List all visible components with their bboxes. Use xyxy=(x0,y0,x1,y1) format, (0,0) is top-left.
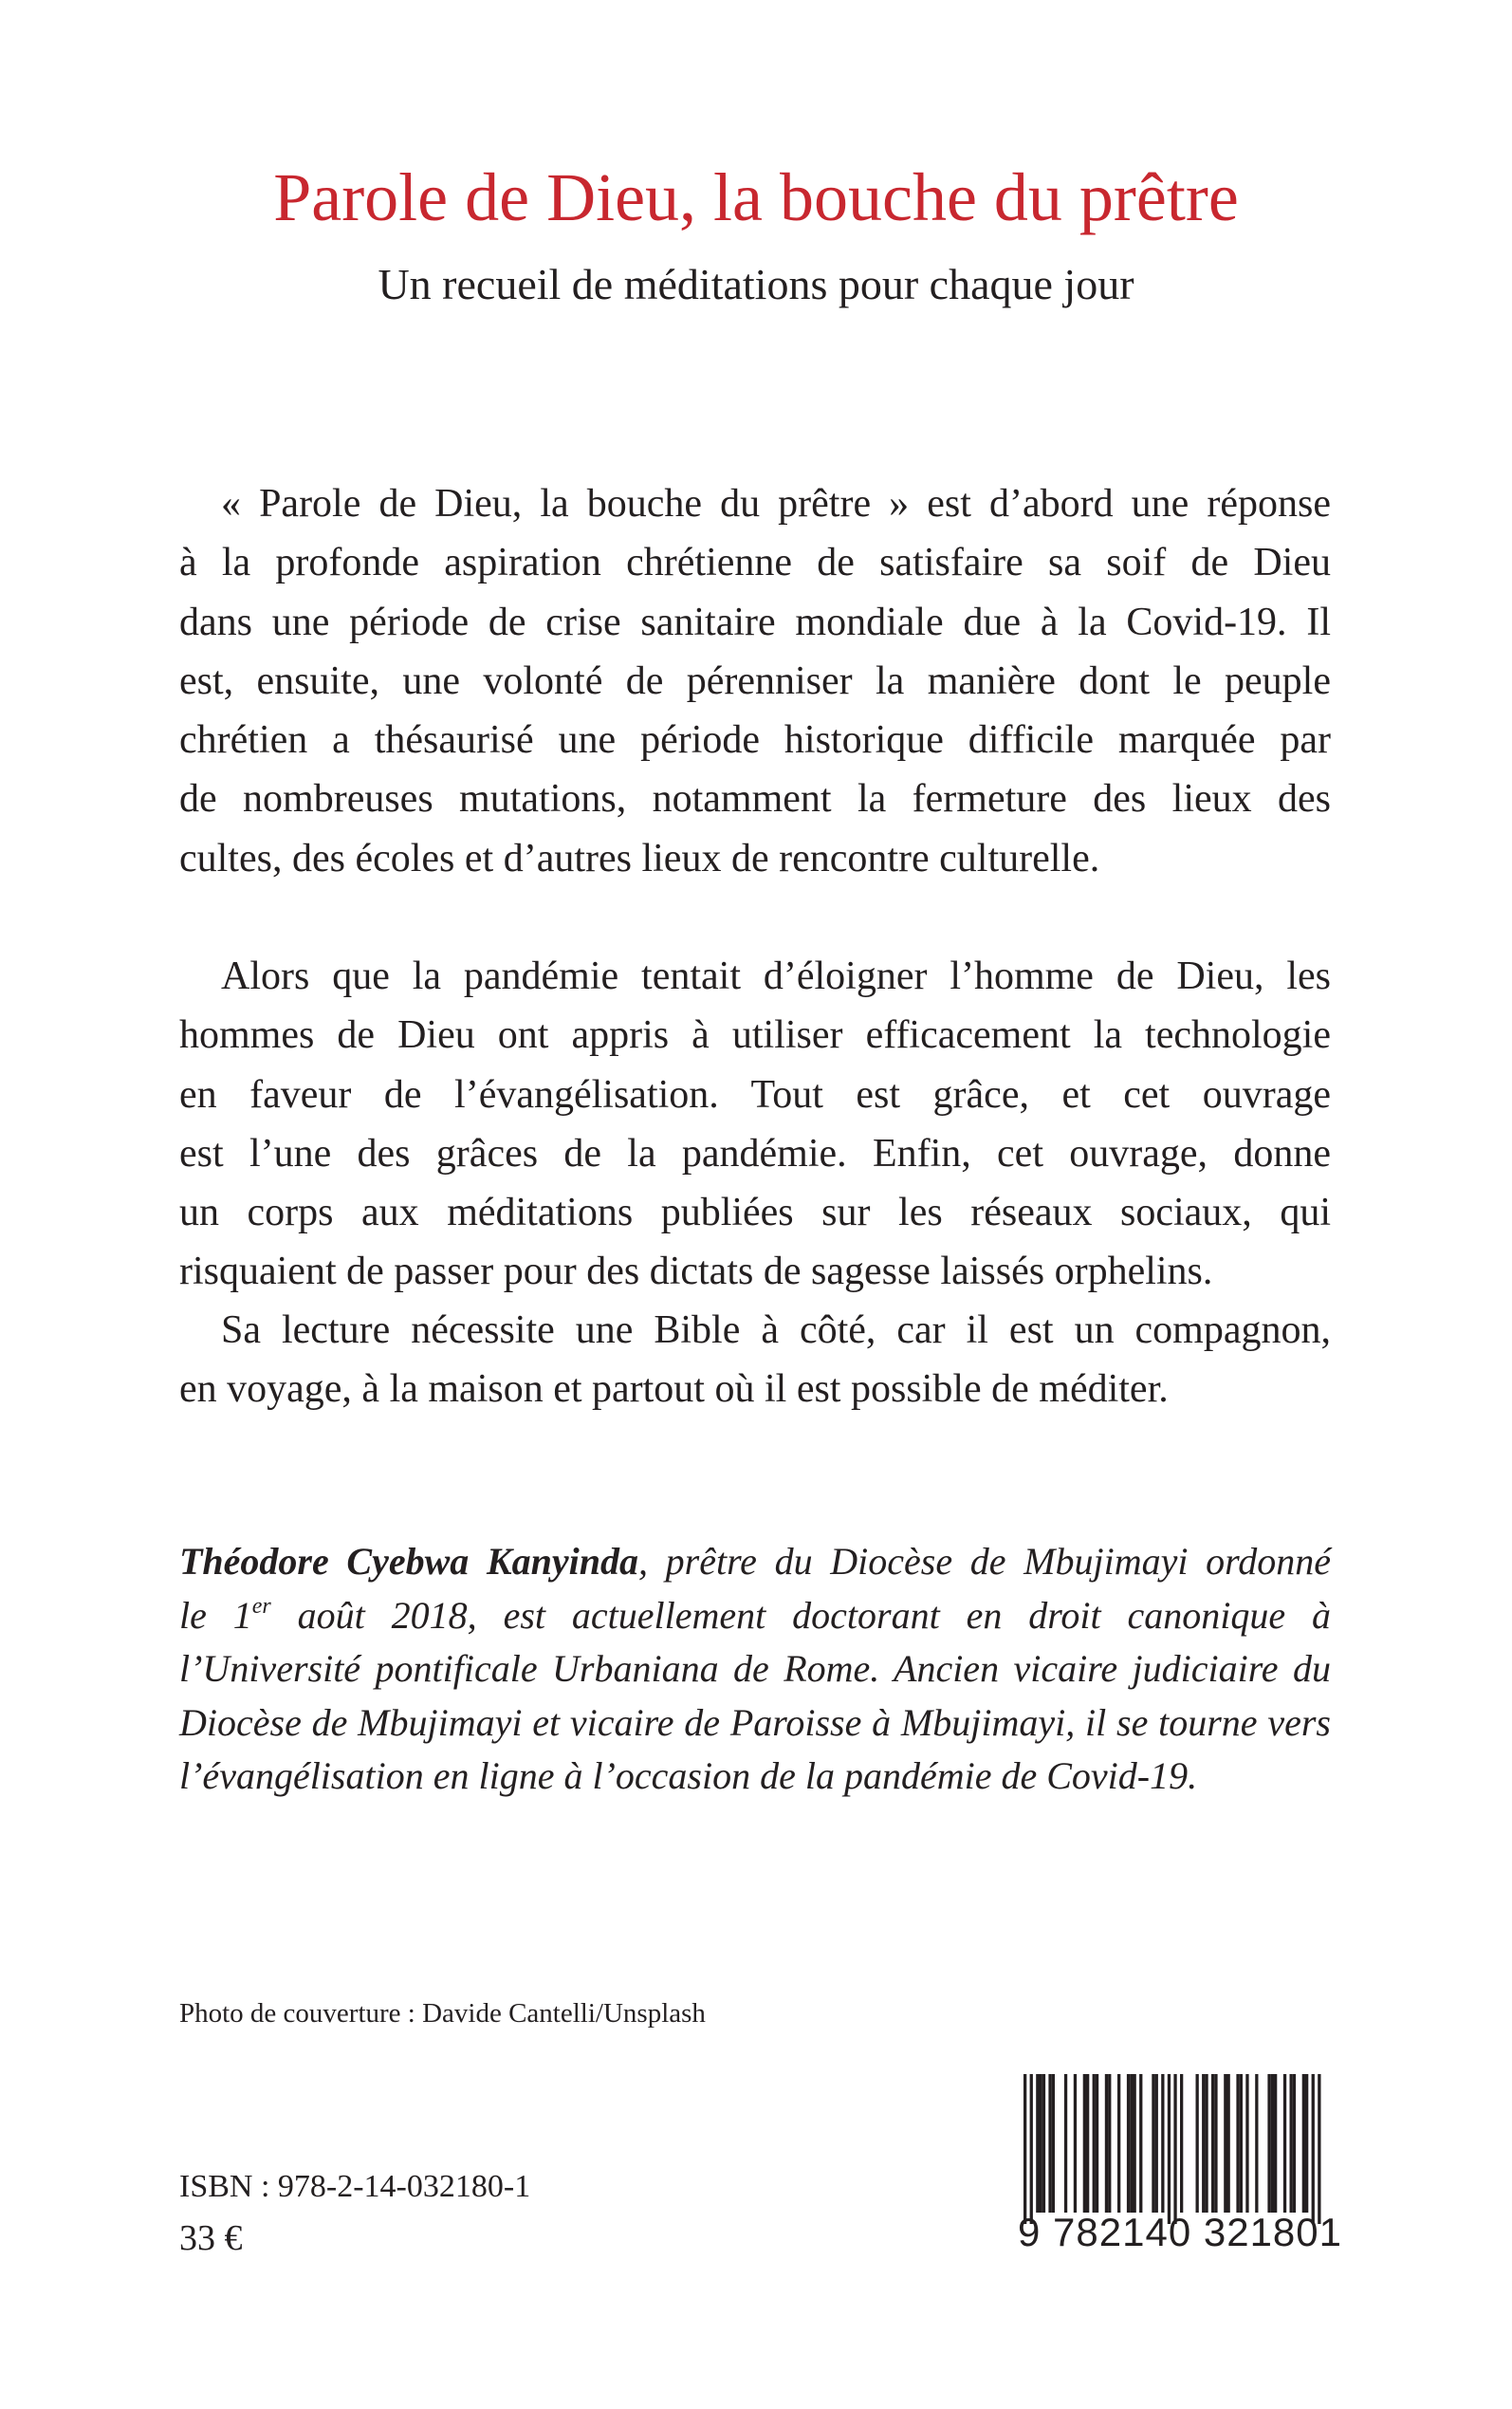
barcode-bar xyxy=(1245,2074,1248,2213)
barcode xyxy=(1010,2068,1342,2264)
barcode-bar xyxy=(1139,2074,1142,2213)
bio-line: Diocèse de Mbujimayi et vicaire de Paroisse à Mbujimayi, il se tourne vers xyxy=(179,1700,1331,1744)
barcode-bar xyxy=(1290,2074,1293,2213)
paragraph-line: en faveur de l’évangélisation. Tout est grâce, et cet ouvrage xyxy=(179,1072,1331,1117)
bio-text: , prêtre du Diocèse de Mbujimayi ordonné xyxy=(638,1540,1331,1583)
paragraph-line: à la profonde aspiration chrétienne de satisfaire sa soif de Dieu xyxy=(179,541,1331,585)
author-name: Théodore Cyebwa Kanyinda xyxy=(179,1540,638,1583)
barcode-bar xyxy=(1096,2074,1098,2213)
barcode-bar xyxy=(1155,2074,1158,2213)
barcode-digits: 9 782140 321801 xyxy=(1018,2210,1342,2254)
barcode-bar xyxy=(1236,2074,1239,2213)
paragraph-line: Alors que la pandémie tentait d’éloigner l’homme de Dieu, les xyxy=(221,954,1331,998)
paragraph-line: risquaient de passer pour des dictats de sagesse laissés orphelins. xyxy=(179,1250,1213,1294)
barcode-bar xyxy=(1117,2074,1120,2213)
barcode-bar xyxy=(1083,2074,1086,2213)
barcode-bar xyxy=(1173,2074,1176,2224)
paragraph-line: est, ensuite, une volonté de pérenniser la manière dont le peuple xyxy=(179,658,1331,703)
barcode-bar xyxy=(1214,2074,1217,2213)
barcode-bar xyxy=(1227,2074,1230,2213)
barcode-bar xyxy=(1202,2074,1205,2213)
paragraph-line: un corps aux méditations publiées sur les réseaux sociaux, qui xyxy=(179,1191,1331,1235)
bio-line: l’évangélisation en ligne à l’occasion de la pandémie de Covid-19. xyxy=(179,1754,1198,1798)
bio-line: l’Université pontificale Urbaniana de Rome. Ancien vicaire judiciaire du xyxy=(179,1647,1331,1691)
barcode-bar xyxy=(1052,2074,1055,2213)
blurb-paragraph-3 xyxy=(179,1301,1331,1419)
barcode-bar xyxy=(1240,2074,1243,2213)
paragraph-line: Sa lecture nécessite une Bible à côté, car il est un compagnon, xyxy=(221,1308,1331,1352)
barcode-bar xyxy=(1205,2074,1208,2213)
barcode-bar xyxy=(1105,2074,1108,2213)
barcode-bar xyxy=(1093,2074,1096,2213)
barcode-bar xyxy=(1040,2074,1042,2213)
bio-text: le 1 xyxy=(179,1593,252,1637)
barcode-bar xyxy=(1271,2074,1274,2213)
barcode-bar xyxy=(1168,2074,1171,2224)
barcode-bar xyxy=(1074,2074,1077,2213)
barcode-bar xyxy=(1274,2074,1277,2213)
barcode-bar xyxy=(1283,2074,1286,2213)
barcode-bar xyxy=(1127,2074,1130,2213)
barcode-bar xyxy=(1180,2074,1183,2213)
barcode-bar xyxy=(1108,2074,1111,2213)
barcode-bar xyxy=(1312,2074,1315,2224)
barcode-bar xyxy=(1048,2074,1051,2213)
barcode-bar xyxy=(1134,2074,1136,2213)
barcode-bar xyxy=(1064,2074,1067,2213)
barcode-bar xyxy=(1086,2074,1089,2213)
barcode-bar xyxy=(1302,2074,1305,2213)
barcode-bar xyxy=(1161,2074,1164,2213)
paragraph-line: en voyage, à la maison et partout où il est possible de méditer. xyxy=(179,1367,1169,1412)
bio-line xyxy=(179,1535,1331,1589)
isbn: ISBN : 978-2-14-032180-1 xyxy=(179,2169,531,2204)
barcode-bar xyxy=(1318,2074,1320,2224)
bio-text: août 2018, est actuellement doctorant en droit canonique à xyxy=(270,1593,1331,1637)
barcode-bar xyxy=(1305,2074,1308,2213)
barcode-bar xyxy=(1196,2074,1199,2213)
barcode-bar xyxy=(1030,2074,1033,2224)
barcode-bar xyxy=(1130,2074,1133,2213)
barcode-bar xyxy=(1293,2074,1296,2213)
bio-line xyxy=(179,1589,1331,1643)
book-title: Parole de Dieu, la bouche du prêtre xyxy=(273,159,1239,235)
barcode-bar xyxy=(1036,2074,1039,2213)
blurb-paragraph-2 xyxy=(179,947,1331,1302)
price: 33 € xyxy=(179,2218,243,2258)
paragraph-line: dans une période de crise sanitaire mondiale due à la Covid-19. Il xyxy=(179,600,1331,644)
book-subtitle: Un recueil de méditations pour chaque jour xyxy=(378,260,1134,308)
barcode-bar xyxy=(1211,2074,1214,2213)
ordinal-suffix: er xyxy=(251,1593,271,1619)
barcode-bar xyxy=(1023,2074,1026,2224)
paragraph-line: « Parole de Dieu, la bouche du prêtre » est d’abord une réponse xyxy=(221,482,1331,526)
paragraph-line: de nombreuses mutations, notamment la fermeture des lieux des xyxy=(179,777,1331,822)
barcode-bar xyxy=(1042,2074,1045,2213)
barcode-bar xyxy=(1152,2074,1154,2213)
barcode-bar xyxy=(1255,2074,1258,2213)
photo-credit: Photo de couverture : Davide Cantelli/Unsplash xyxy=(179,1998,706,2029)
paragraph-line: cultes, des écoles et d’autres lieux de rencontre culturelle. xyxy=(179,836,1100,880)
paragraph-line: chrétien a thésaurisé une période historique difficile marquée par xyxy=(179,718,1331,763)
paragraph-line: hommes de Dieu ont appris à utiliser efficacement la technologie xyxy=(179,1013,1331,1058)
barcode-bar xyxy=(1267,2074,1270,2213)
barcode-bar xyxy=(1224,2074,1226,2213)
blurb-paragraph-1 xyxy=(179,474,1331,888)
author-bio xyxy=(179,1535,1331,1804)
paragraph-line: est l’une des grâces de la pandémie. Enfin, cet ouvrage, donne xyxy=(179,1131,1331,1176)
